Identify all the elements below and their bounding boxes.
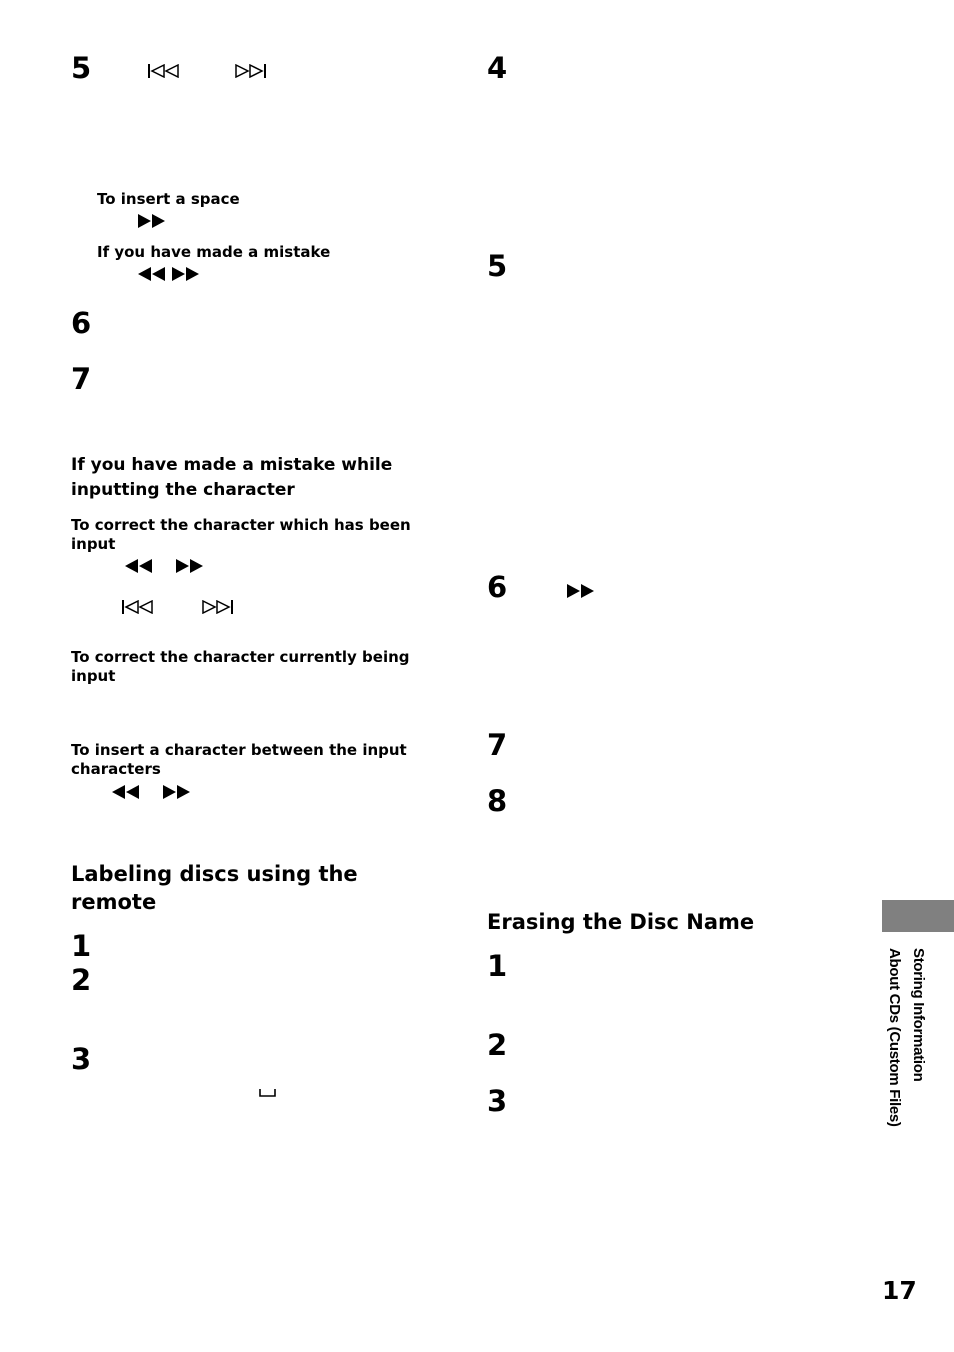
erase-step-number-2: 2 xyxy=(487,1028,508,1062)
fast-forward-icon xyxy=(163,785,191,799)
insert-space-heading: To insert a space xyxy=(97,190,240,208)
step-number-7-right: 7 xyxy=(487,728,508,762)
correct-current-line-2: input xyxy=(71,667,116,685)
erase-step-number-3: 3 xyxy=(487,1084,508,1118)
labeling-remote-title-line-1: Labeling discs using the xyxy=(71,862,358,886)
erase-step-number-1: 1 xyxy=(487,949,508,983)
fast-forward-icon xyxy=(138,214,166,228)
insert-between-line-2: characters xyxy=(71,760,161,778)
remote-step-number-2: 2 xyxy=(71,963,92,997)
insert-between-line-1: To insert a character between the input xyxy=(71,741,407,759)
labeling-remote-title-line-2: remote xyxy=(71,890,157,914)
rewind-icon xyxy=(124,559,152,573)
step-number-7: 7 xyxy=(71,362,92,396)
fast-forward-icon xyxy=(176,559,204,573)
section-side-label xyxy=(870,948,930,1138)
step-number-5-right: 5 xyxy=(487,249,508,283)
labeling-remote-section-title xyxy=(71,860,358,916)
remote-step-number-3: 3 xyxy=(71,1042,92,1076)
prev-track-icon xyxy=(147,64,181,78)
step-number-8-right: 8 xyxy=(487,784,508,818)
remote-step-number-1: 1 xyxy=(71,929,92,963)
step-number-5: 5 xyxy=(71,51,92,85)
correct-input-line-1: To correct the character which has been xyxy=(71,516,411,534)
correct-input-heading xyxy=(71,516,411,554)
next-track-icon xyxy=(200,600,234,614)
correct-input-line-2: input xyxy=(71,535,116,553)
erasing-disc-name-section-title: Erasing the Disc Name xyxy=(487,910,755,934)
space-symbol-icon xyxy=(259,1089,277,1098)
side-label-line-2: About CDs (Custom Files) xyxy=(886,948,903,1127)
step-number-4: 4 xyxy=(487,51,508,85)
insert-between-heading xyxy=(71,741,407,779)
next-track-icon xyxy=(233,64,267,78)
mistake-while-heading xyxy=(71,453,392,503)
rewind-icon xyxy=(111,785,139,799)
page-number: 17 xyxy=(882,1276,917,1305)
side-label-line-1: Storing Information xyxy=(910,948,927,1082)
fast-forward-icon xyxy=(172,267,200,281)
section-tab-marker xyxy=(882,900,954,932)
step-number-6: 6 xyxy=(71,306,92,340)
step-number-6-right: 6 xyxy=(487,570,508,604)
prev-track-icon xyxy=(121,600,155,614)
rewind-icon xyxy=(137,267,165,281)
mistake-while-line-1: If you have made a mistake while xyxy=(71,455,393,475)
mistake-heading: If you have made a mistake xyxy=(97,243,331,261)
mistake-while-line-2: inputting the character xyxy=(71,480,295,500)
fast-forward-icon xyxy=(567,584,595,598)
correct-current-line-1: To correct the character currently being xyxy=(71,648,410,666)
correct-current-heading xyxy=(71,648,410,686)
